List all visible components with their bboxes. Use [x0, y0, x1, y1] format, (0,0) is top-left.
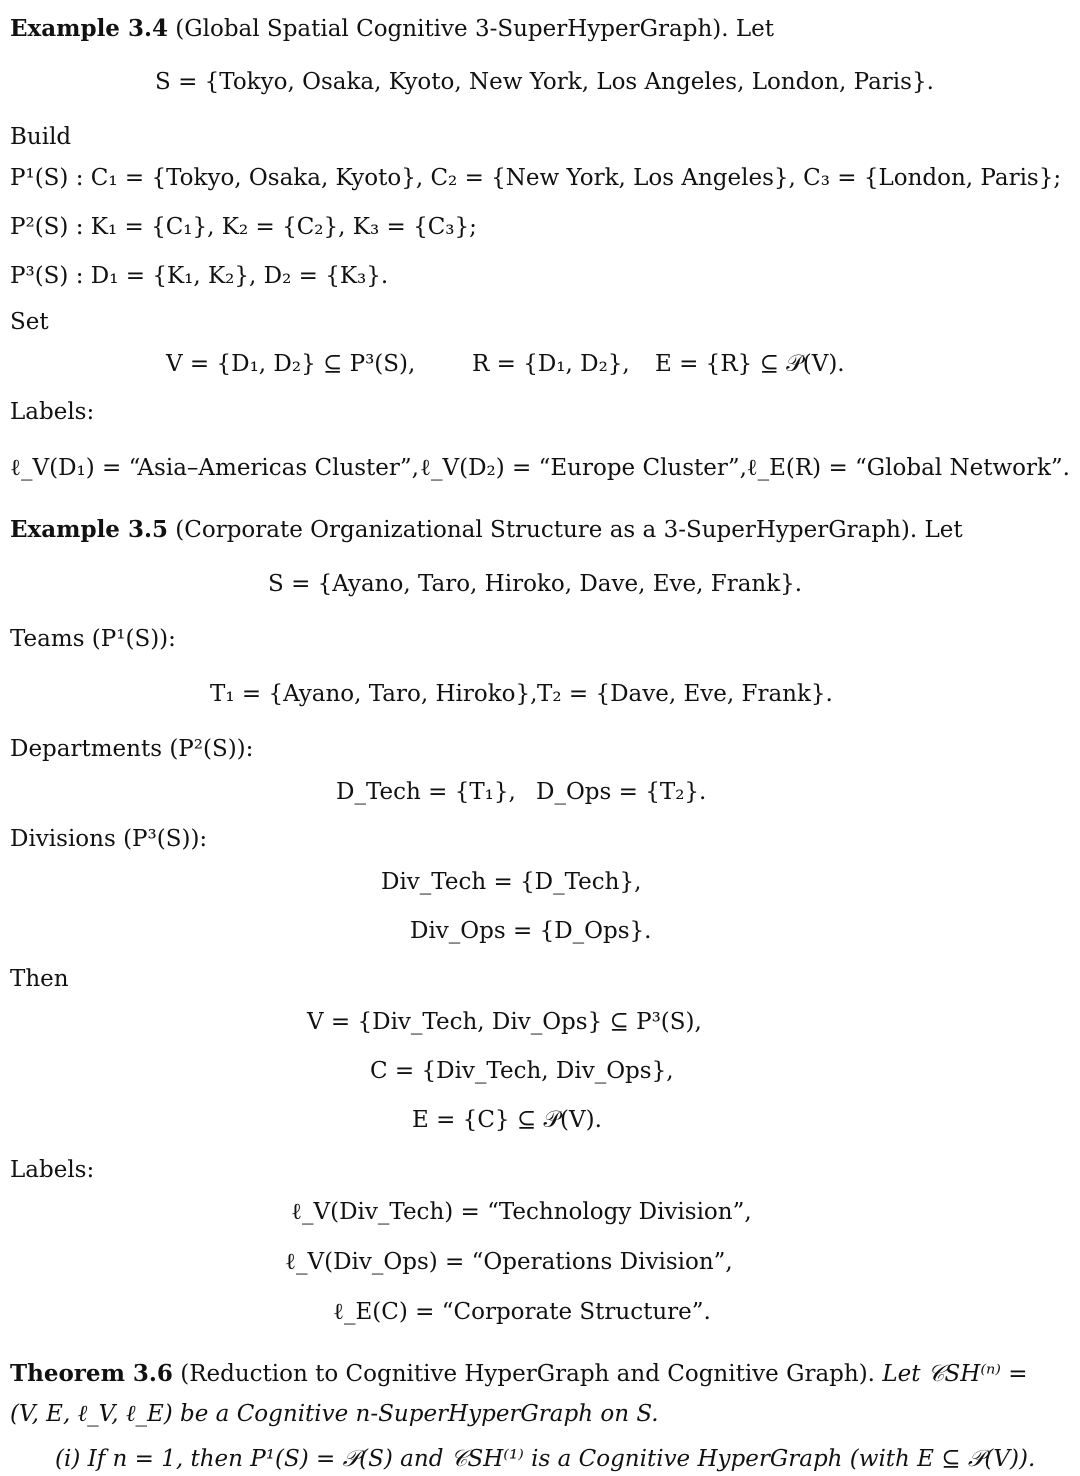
- set-s-definition: S = {Tokyo, Osaka, Kyoto, New York, Los Angeles, London, Paris}.: [155, 69, 934, 95]
- build-label: Build: [10, 124, 72, 150]
- set-label: Set: [10, 309, 49, 335]
- relation-r: R = {D₁, D₂},: [472, 351, 630, 377]
- theorem-statement-start: Let 𝒞SH⁽ⁿ⁾ =: [882, 1361, 1028, 1387]
- divisions-heading: Divisions (P³(S)):: [10, 826, 208, 852]
- department-tech: D_Tech = {T₁},: [336, 779, 516, 805]
- teams-heading: Teams (P¹(S)):: [10, 626, 176, 652]
- p2-line: P²(S) : K₁ = {C₁}, K₂ = {C₂}, K₃ = {C₃};: [10, 214, 477, 240]
- team-t1: T₁ = {Ayano, Taro, Hiroko},: [210, 681, 538, 707]
- theorem-label: Theorem 3.6: [10, 1360, 173, 1387]
- label-corp: ℓ_E(C) = “Corporate Structure”.: [333, 1299, 711, 1325]
- label-r: ℓ_E(R) = “Global Network”.: [746, 455, 1070, 481]
- theorem-item-i: (i) If n = 1, then P¹(S) = 𝒫(S) and 𝒞SH⁽¹⁾ is a Cognitive HyperGraph (with E ⊆ 𝒫(V)).: [55, 1446, 1036, 1472]
- example-let: Let: [735, 16, 774, 42]
- example-title: (Global Spatial Cognitive 3-SuperHyperGraph).: [175, 16, 729, 42]
- vertex-set-v: V = {Div_Tech, Div_Ops} ⊆ P³(S),: [307, 1009, 702, 1035]
- label-div-tech: ℓ_V(Div_Tech) = “Technology Division”,: [291, 1199, 752, 1225]
- label-d1: ℓ_V(D₁) = “Asia–Americas Cluster”,: [10, 455, 419, 481]
- department-ops: D_Ops = {T₂}.: [536, 779, 707, 805]
- edge-set-e: E = {R} ⊆ 𝒫(V).: [655, 351, 845, 377]
- edge-set-e: E = {C} ⊆ 𝒫(V).: [412, 1107, 602, 1133]
- p3-line: P³(S) : D₁ = {K₁, K₂}, D₂ = {K₃}.: [10, 263, 389, 289]
- set-s-definition: S = {Ayano, Taro, Hiroko, Dave, Eve, Frank}.: [268, 571, 803, 597]
- labels-heading: Labels:: [10, 1157, 95, 1183]
- label-div-ops: ℓ_V(Div_Ops) = “Operations Division”,: [285, 1249, 733, 1275]
- theorem-statement-cont: (V, E, ℓ_V, ℓ_E) be a Cognitive n-SuperHyperGraph on S.: [10, 1401, 659, 1427]
- label-d2: ℓ_V(D₂) = “Europe Cluster”,: [420, 455, 747, 481]
- example-3-4-heading: [10, 17, 774, 41]
- hyperedge-c: C = {Div_Tech, Div_Ops},: [370, 1058, 674, 1084]
- division-ops: Div_Ops = {D_Ops}.: [410, 918, 652, 944]
- team-t2: T₂ = {Dave, Eve, Frank}.: [537, 681, 833, 707]
- p1-line: P¹(S) : C₁ = {Tokyo, Osaka, Kyoto}, C₂ = {New York, Los Angeles}, C₃ = {London, Paris};: [10, 165, 1062, 191]
- example-let: Let: [924, 517, 963, 543]
- example-label: Example 3.4: [10, 15, 168, 42]
- theorem-3-6-heading: [10, 1362, 1028, 1386]
- example-title: (Corporate Organizational Structure as a 3-SuperHyperGraph).: [175, 517, 918, 543]
- example-label: Example 3.5: [10, 516, 168, 543]
- then-label: Then: [10, 966, 69, 992]
- theorem-title: (Reduction to Cognitive HyperGraph and Cognitive Graph).: [180, 1361, 875, 1387]
- vertex-set-v: V = {D₁, D₂} ⊆ P³(S),: [166, 351, 416, 377]
- departments-heading: Departments (P²(S)):: [10, 736, 254, 762]
- labels-heading: Labels:: [10, 399, 95, 425]
- division-tech: Div_Tech = {D_Tech},: [381, 869, 642, 895]
- example-3-5-heading: [10, 518, 963, 542]
